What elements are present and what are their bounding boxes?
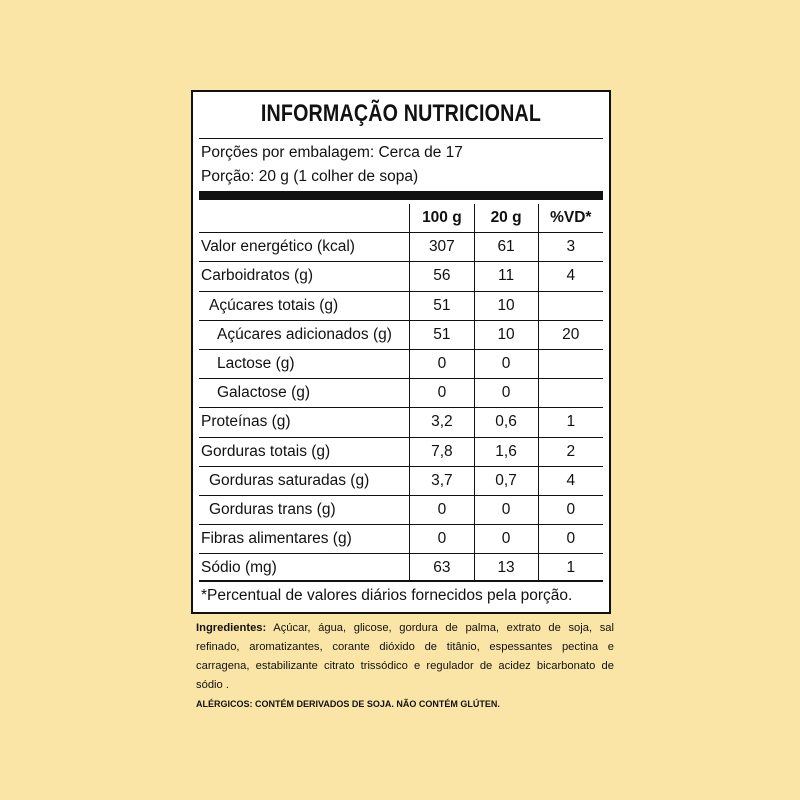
table-row xyxy=(199,262,603,291)
daily-value-percent: 20 xyxy=(538,320,603,349)
table-row xyxy=(199,349,603,378)
value-per-20g: 0 xyxy=(474,349,538,378)
nutrient-name: Valor energético (kcal) xyxy=(199,233,410,262)
table-row xyxy=(199,291,603,320)
daily-value-percent: 4 xyxy=(538,262,603,291)
column-header-vd: %VD* xyxy=(538,204,603,233)
value-per-20g: 0,7 xyxy=(474,466,538,495)
value-per-20g: 0 xyxy=(474,379,538,408)
value-per-100g: 0 xyxy=(410,379,474,408)
value-per-100g: 0 xyxy=(410,349,474,378)
allergens-text: ALÉRGICOS: CONTÉM DERIVADOS DE SOJA. NÃO CONTÉM GLÚTEN. xyxy=(196,699,500,709)
table-row xyxy=(199,466,603,495)
daily-value-percent: 2 xyxy=(538,437,603,466)
value-per-20g: 0 xyxy=(474,525,538,554)
value-per-100g: 63 xyxy=(410,554,474,583)
table-row xyxy=(199,379,603,408)
nutrient-name: Sódio (mg) xyxy=(201,559,277,577)
value-per-20g: 0,6 xyxy=(474,408,538,437)
nutrition-title: INFORMAÇÃO NUTRICIONAL xyxy=(260,100,542,127)
ingredients-heading: Ingredientes: xyxy=(196,622,267,634)
nutrient-name: Galactose (g) xyxy=(199,379,410,408)
value-per-20g: 0 xyxy=(474,495,538,524)
value-per-100g: 56 xyxy=(410,262,474,291)
daily-value-percent: 4 xyxy=(538,466,603,495)
serving-size: Porção: 20 g (1 colher de sopa) xyxy=(201,168,419,185)
ingredients-list: Açúcar, água, glicose, gordura de palma, extrato de soja, sal refinado, aromatizantes, corante dióxido de titânio, espessantes pectina e carragena, estabilizante citrato trissódico e regulador de acidez bicarbonato de sódio . xyxy=(196,622,614,691)
value-per-100g: 3,2 xyxy=(410,408,474,437)
value-per-100g: 307 xyxy=(410,233,474,262)
column-header-nutrient xyxy=(199,204,410,233)
value-per-100g: 3,7 xyxy=(410,466,474,495)
value-per-100g: 51 xyxy=(410,291,474,320)
value-per-20g: 10 xyxy=(474,320,538,349)
nutrient-name: Açúcares totais (g) xyxy=(199,291,410,320)
table-header-row xyxy=(199,204,603,233)
table-row xyxy=(199,525,603,554)
nutrient-name: Fibras alimentares (g) xyxy=(199,525,410,554)
nutrition-facts-panel xyxy=(191,90,611,614)
daily-value-percent: 0 xyxy=(538,525,603,554)
daily-value-percent: 0 xyxy=(538,495,603,524)
daily-value-footnote: *Percentual de valores diários fornecidos pela porção. xyxy=(201,587,573,604)
table-row xyxy=(199,408,603,437)
nutrient-name: Lactose (g) xyxy=(199,349,410,378)
daily-value-percent: 1 xyxy=(538,554,603,583)
column-header-20g: 20 g xyxy=(474,204,538,233)
value-per-20g: 11 xyxy=(474,262,538,291)
nutrient-name: Açúcares adicionados (g) xyxy=(199,320,410,349)
value-per-20g: 1,6 xyxy=(474,437,538,466)
nutrient-name: Carboidratos (g) xyxy=(199,262,410,291)
daily-value-percent xyxy=(538,291,603,320)
table-row xyxy=(199,554,603,583)
table-row xyxy=(199,495,603,524)
value-per-100g: 7,8 xyxy=(410,437,474,466)
daily-value-percent xyxy=(538,379,603,408)
servings-per-package: Porções por embalagem: Cerca de 17 xyxy=(201,144,463,161)
nutrition-table xyxy=(199,204,603,582)
value-per-20g: 10 xyxy=(474,291,538,320)
bottom-divider xyxy=(199,580,603,582)
nutrient-name: Gorduras saturadas (g) xyxy=(199,466,410,495)
daily-value-percent: 3 xyxy=(538,233,603,262)
daily-value-percent xyxy=(538,349,603,378)
value-per-100g: 0 xyxy=(410,495,474,524)
table-row xyxy=(199,320,603,349)
thick-divider xyxy=(199,191,603,200)
column-header-100g: 100 g xyxy=(410,204,474,233)
daily-value-percent: 1 xyxy=(538,408,603,437)
value-per-100g: 0 xyxy=(410,525,474,554)
value-per-20g: 13 xyxy=(474,554,538,583)
value-per-100g: 51 xyxy=(410,320,474,349)
nutrient-name: Gorduras trans (g) xyxy=(199,495,410,524)
ingredients-text xyxy=(196,619,614,695)
table-row xyxy=(199,233,603,262)
value-per-20g: 61 xyxy=(474,233,538,262)
title-divider xyxy=(199,138,603,139)
table-row xyxy=(199,437,603,466)
nutrient-name: Gorduras totais (g) xyxy=(199,437,410,466)
nutrient-name: Proteínas (g) xyxy=(199,408,410,437)
nutrition-table-body xyxy=(199,233,603,583)
